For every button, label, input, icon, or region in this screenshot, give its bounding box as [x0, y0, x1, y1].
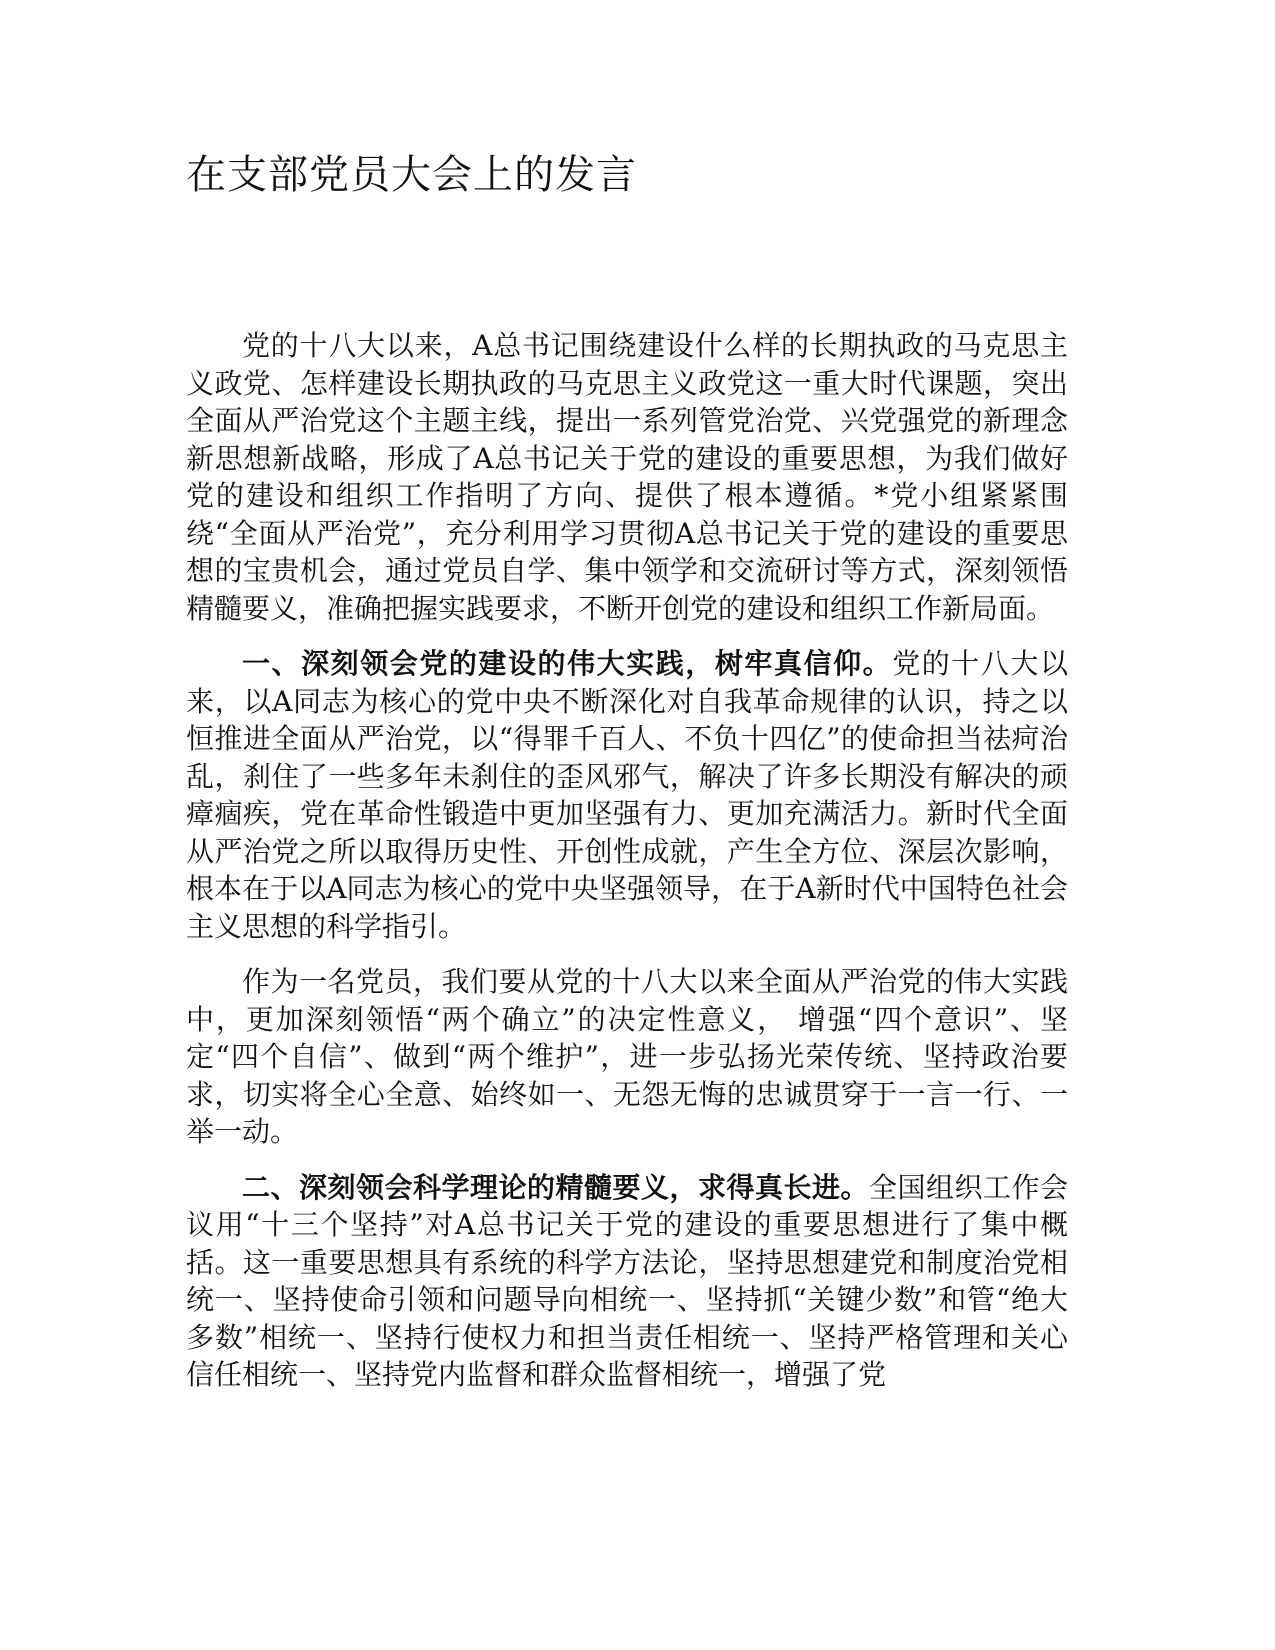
document-body [186, 327, 1068, 1412]
section-two-heading: 二、深刻领会科学理论的精髓要义，求得真长进。 [242, 1170, 869, 1204]
paragraph-section-two [186, 1169, 1068, 1394]
paragraph-text: 党的十八大以来，A总书记围绕建设什么样的长期执政的马克思主义政党、怎样建设长期执政的马克思主义政党这一重大时代课题，突出全面从严治党这个主题主线，提出一系列管党治党、兴党强党的新理念新思想新战略，形成了A总书记关于党的建设的重要思想，为我们做好党的建设和组织工作指明了方向、提供了根本遵循。*党小组紧紧围绕“全面从严治党”，充分利用学习贯彻A总书记关于党的建设的重要思想的宝贵机会，通过党员自学、集中领学和交流研讨等方式，深刻领悟精髓要义，准确把握实践要求，不断开创党的建设和组织工作新局面。 [186, 329, 1068, 625]
paragraph-text: 作为一名党员，我们要从党的十八大以来全面从严治党的伟大实践中，更加深刻领悟“两个确立”的决定性意义， 增强“四个意识”、坚定“四个自信”、做到“两个维护”，进一步弘扬光荣传统、坚持政治要求，切实将全心全意、始终如一、无怨无悔的忠诚贯穿于一言一行、一举一动。 [186, 965, 1068, 1148]
paragraph-member-duty [186, 963, 1068, 1151]
section-one-heading: 一、深刻领会党的建设的伟大实践，树牢真信仰。 [242, 647, 893, 680]
paragraph-text: 党的十八大以来，以A同志为核心的党中央不断深化对自我革命规律的认识，持之以恒推进全面从严治党，以“得罪千百人、不负十四亿”的使命担当祛疴治乱，刹住了一些多年未刹住的歪风邪气，解决了许多长期没有解决的顽瘴痼疾，党在革命性锻造中更加坚强有力、更加充满活力。新时代全面从严治党之所以取得历史性、开创性成就，产生全方位、深层次影响，根本在于以A同志为核心的党中央坚强领导，在于A新时代中国特色社会主义思想的科学指引。 [186, 647, 1068, 943]
paragraph-intro [186, 327, 1068, 627]
document-title: 在支部党员大会上的发言 [186, 152, 637, 198]
paragraph-text: 全国组织工作会议用“十三个坚持”对A总书记关于党的建设的重要思想进行了集中概括。这一重要思想具有系统的科学方法论，坚持思想建党和制度治党相统一、坚持使命引领和问题导向相统一、坚持抓“关键少数”和管“绝大多数”相统一、坚持行使权力和担当责任相统一、坚持严格管理和关心信任相统一、坚持党内监督和群众监督相统一，增强了党 [186, 1170, 1068, 1391]
paragraph-section-one [186, 645, 1068, 945]
